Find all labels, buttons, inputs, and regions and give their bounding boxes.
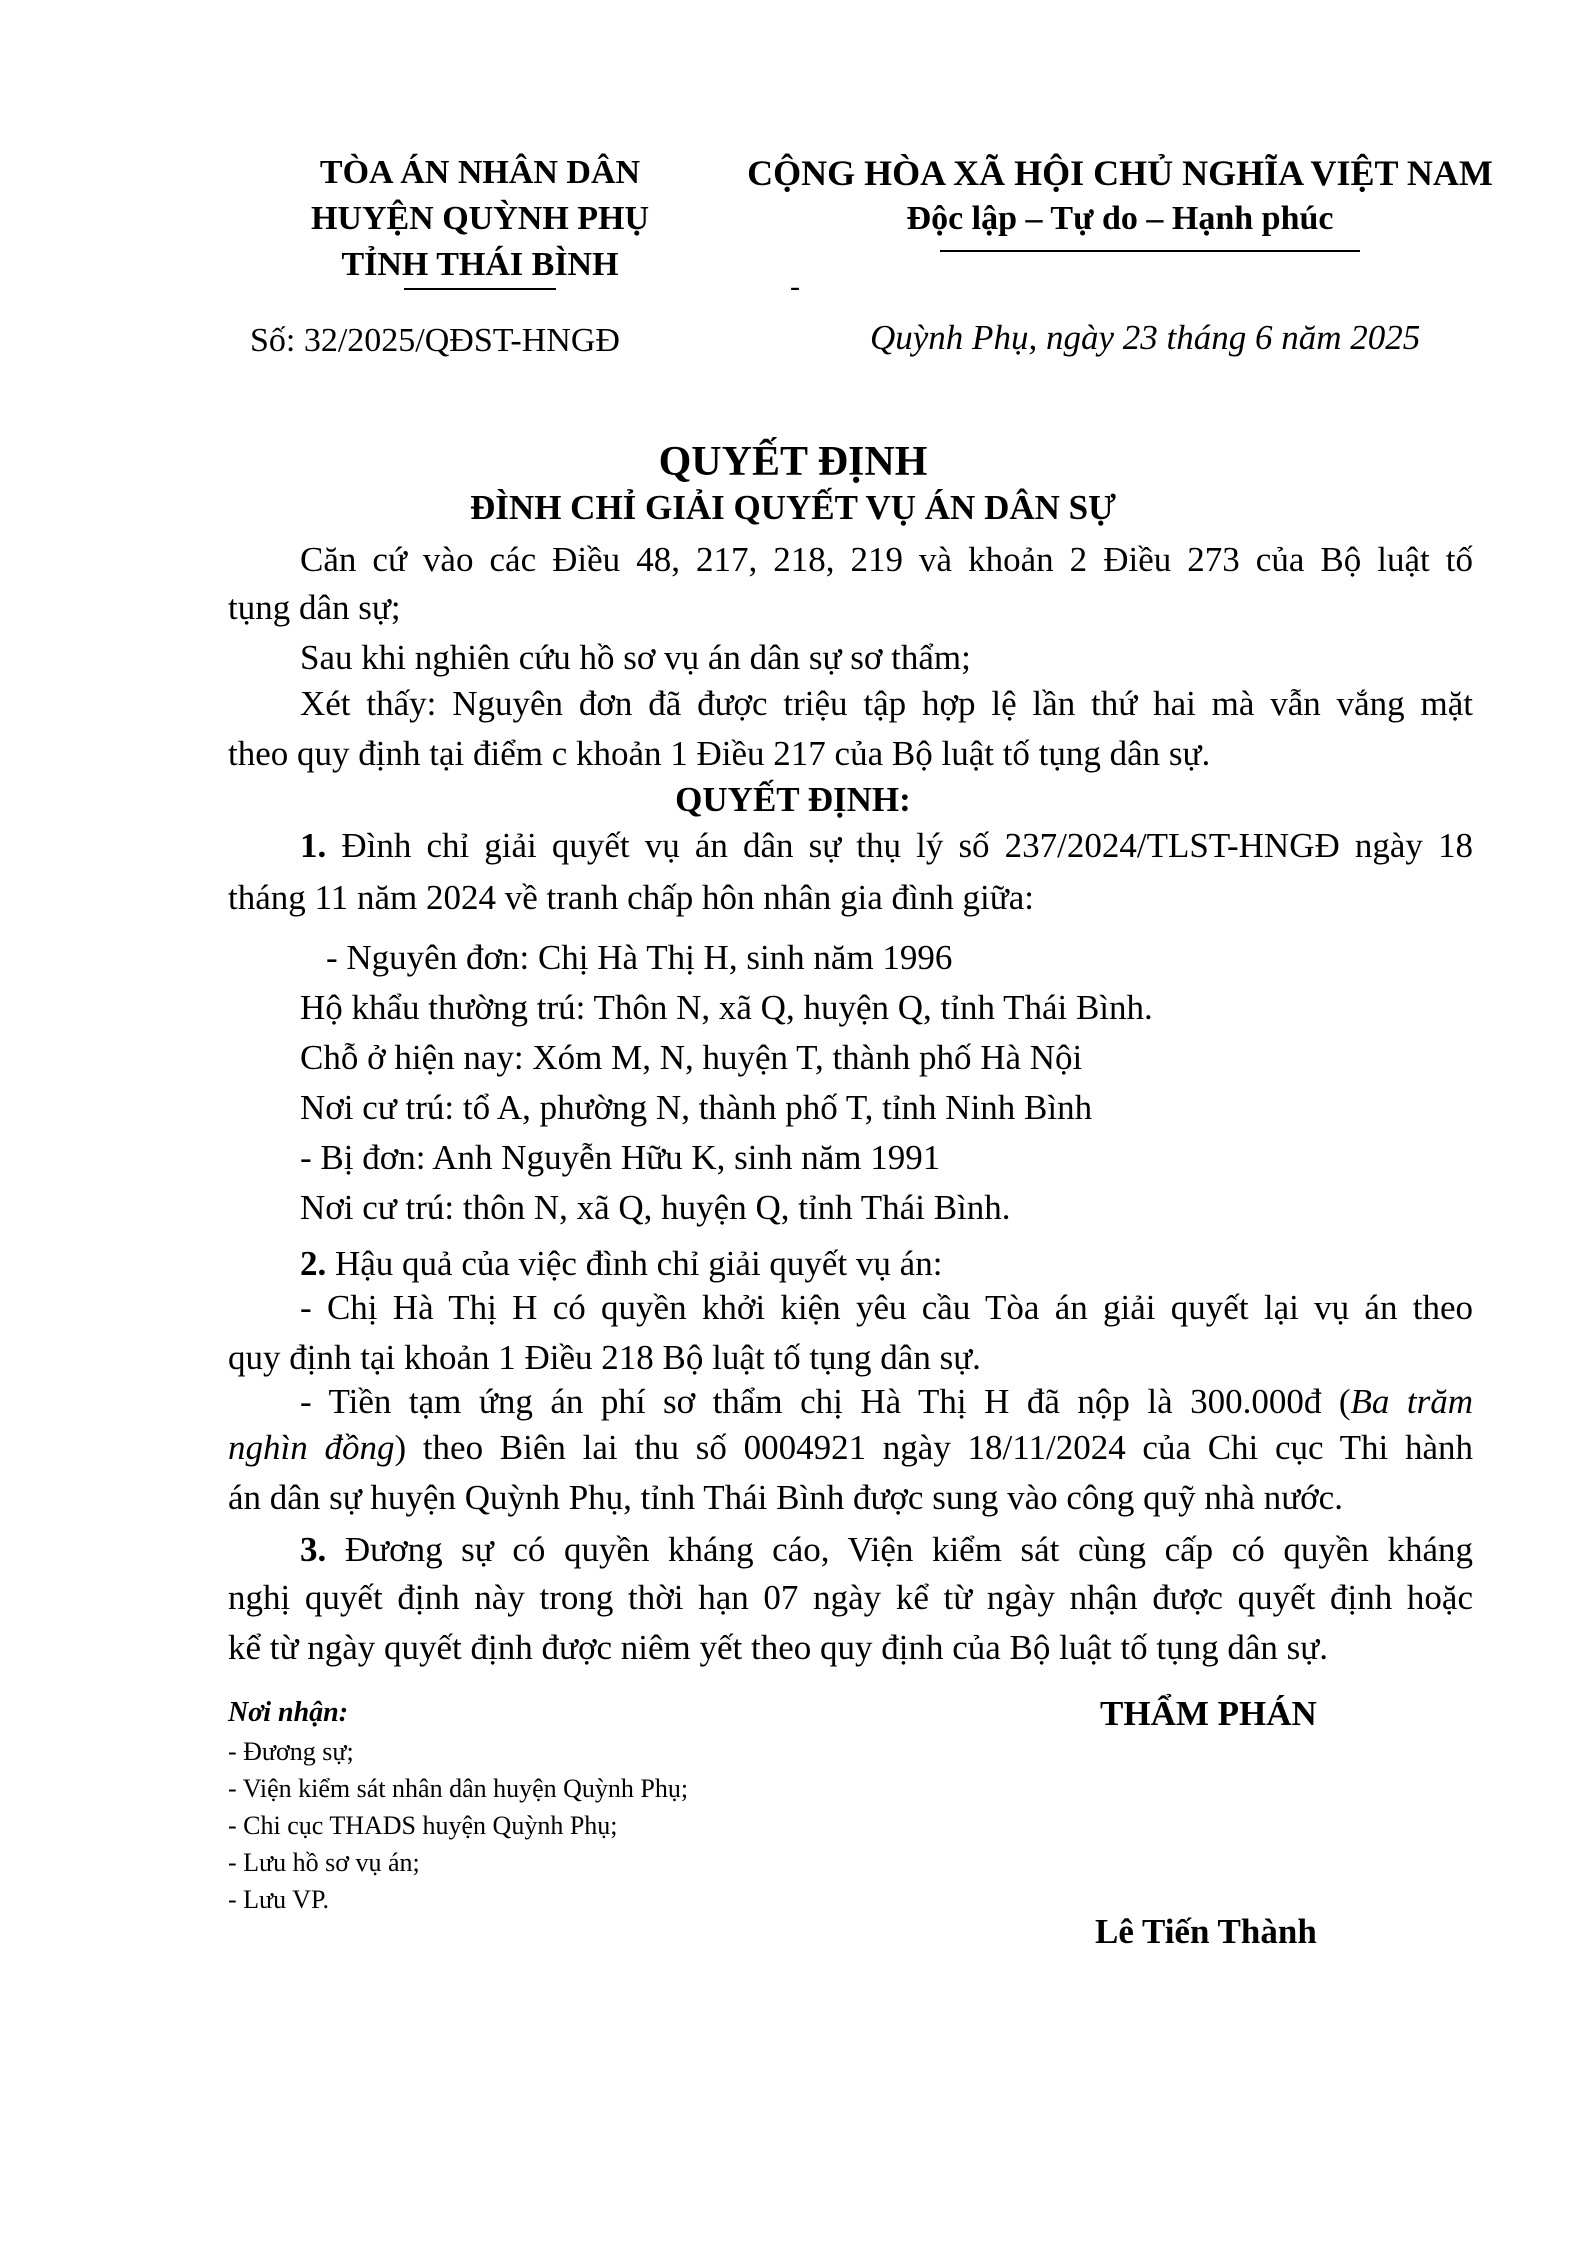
header-dash: -	[790, 270, 800, 303]
item-3-line-3: kể từ ngày quyết định được niêm yết theo quy định của Bộ luật tố tụng dân sự.	[228, 1628, 1328, 1667]
nation-block	[740, 150, 1500, 242]
item-1-number: 1.	[300, 826, 327, 865]
item-2-a-line-2: quy định tại khoản 1 Điều 218 Bộ luật tố tụng dân sự.	[228, 1338, 981, 1377]
decision-heading: QUYẾT ĐỊNH:	[675, 780, 911, 819]
recipient-item: - Chi cục THADS huyện Quỳnh Phụ;	[228, 1811, 618, 1840]
court-underline	[404, 288, 556, 290]
recipient-item: - Viện kiểm sát nhân dân huyện Quỳnh Phụ;	[228, 1774, 689, 1803]
item-3-number: 3.	[300, 1530, 327, 1569]
item-1-line-2: tháng 11 năm 2024 về tranh chấp hôn nhân gia đình giữa:	[228, 878, 1034, 917]
item-2-b-line-2	[228, 1428, 1473, 1468]
preamble-finding-line-2: theo quy định tại điểm c khoản 1 Điều 217 của Bộ luật tố tụng dân sự.	[228, 734, 1211, 773]
item-2-b-line-3: án dân sự huyện Quỳnh Phụ, tỉnh Thái Bình được sung vào công quỹ nhà nước.	[228, 1478, 1343, 1517]
item-3-line-1	[300, 1530, 1473, 1570]
preamble-research: Sau khi nghiên cứu hồ sơ vụ án dân sự sơ thẩm;	[300, 638, 971, 677]
item-1-line-1	[300, 826, 1473, 866]
item-2-b-line-1	[300, 1382, 1473, 1422]
item-3-text: Đương sự có quyền kháng cáo, Viện kiểm sát cùng cấp có quyền kháng	[326, 1530, 1473, 1569]
court-line-1: TÒA ÁN NHÂN DÂN	[319, 154, 641, 191]
receipt-text: ) theo Biên lai thu số 0004921 ngày 18/11/2024 của Chi cục Thi hành	[394, 1428, 1473, 1467]
recipient-item: - Lưu hồ sơ vụ án;	[228, 1848, 420, 1877]
preamble-finding-line-1: Xét thấy: Nguyên đơn đã được triệu tập hợp lệ lần thứ hai mà vẫn vắng mặt	[300, 684, 1473, 723]
plaintiff-current-address: Chỗ ở hiện nay: Xóm M, N, huyện T, thành phố Hà Nội	[300, 1038, 1083, 1077]
court-line-3: TỈNH THÁI BÌNH	[341, 246, 619, 283]
motto-underline	[940, 250, 1360, 252]
item-2-number: 2.	[300, 1244, 327, 1283]
nation-title: CỘNG HÒA XÃ HỘI CHỦ NGHĨA VIỆT NAM	[747, 153, 1493, 193]
document-subtitle: ĐÌNH CHỈ GIẢI QUYẾT VỤ ÁN DÂN SỰ	[470, 488, 1116, 527]
place-date: Quỳnh Phụ, ngày 23 tháng 6 năm 2025	[870, 318, 1421, 357]
plaintiff: - Nguyên đơn: Chị Hà Thị H, sinh năm 1996	[326, 938, 953, 977]
item-1-text: Đình chỉ giải quyết vụ án dân sự thụ lý số 237/2024/TLST-HNGĐ ngày 18	[326, 826, 1473, 865]
court-line-2: HUYỆN QUỲNH PHỤ	[310, 200, 650, 237]
defendant: - Bị đơn: Anh Nguyễn Hữu K, sinh năm 1991	[300, 1138, 941, 1177]
recipient-item: - Đương sự;	[228, 1737, 354, 1766]
item-2-heading-text: Hậu quả của việc đình chỉ giải quyết vụ án:	[326, 1244, 943, 1283]
plaintiff-household: Hộ khẩu thường trú: Thôn N, xã Q, huyện Q, tỉnh Thái Bình.	[300, 988, 1153, 1027]
defendant-residence: Nơi cư trú: thôn N, xã Q, huyện Q, tỉnh Thái Bình.	[300, 1188, 1011, 1227]
nation-motto: Độc lập – Tự do – Hạnh phúc	[906, 200, 1334, 237]
preamble-basis-line-2: tụng dân sự;	[228, 588, 401, 627]
recipients-title: Nơi nhận:	[228, 1697, 349, 1728]
judge-title: THẨM PHÁN	[1100, 1694, 1317, 1733]
item-3-line-2: nghị quyết định này trong thời hạn 07 ngày kể từ ngày nhận được quyết định hoặc	[228, 1578, 1473, 1617]
court-name-block	[260, 150, 700, 288]
document-title: QUYẾT ĐỊNH	[658, 439, 928, 485]
item-2-a-line-1: - Chị Hà Thị H có quyền khởi kiện yêu cầu Tòa án giải quyết lại vụ án theo	[300, 1288, 1473, 1327]
fee-words-1: Ba trăm	[1350, 1382, 1473, 1421]
preamble-basis-line-1: Căn cứ vào các Điều 48, 217, 218, 219 và khoản 2 Điều 273 của Bộ luật tố	[300, 540, 1473, 579]
recipient-item: - Lưu VP.	[228, 1885, 330, 1914]
plaintiff-residence: Nơi cư trú: tổ A, phường N, thành phố T, tỉnh Ninh Bình	[300, 1088, 1093, 1127]
document-number: Số: 32/2025/QĐST-HNGĐ	[250, 322, 620, 359]
fee-words-2: nghìn đồng	[228, 1428, 395, 1467]
fee-text: - Tiền tạm ứng án phí sơ thẩm chị Hà Thị H đã nộp là 300.000đ (	[300, 1382, 1351, 1421]
item-2-heading	[300, 1240, 942, 1288]
judge-name: Lê Tiến Thành	[1095, 1912, 1317, 1951]
